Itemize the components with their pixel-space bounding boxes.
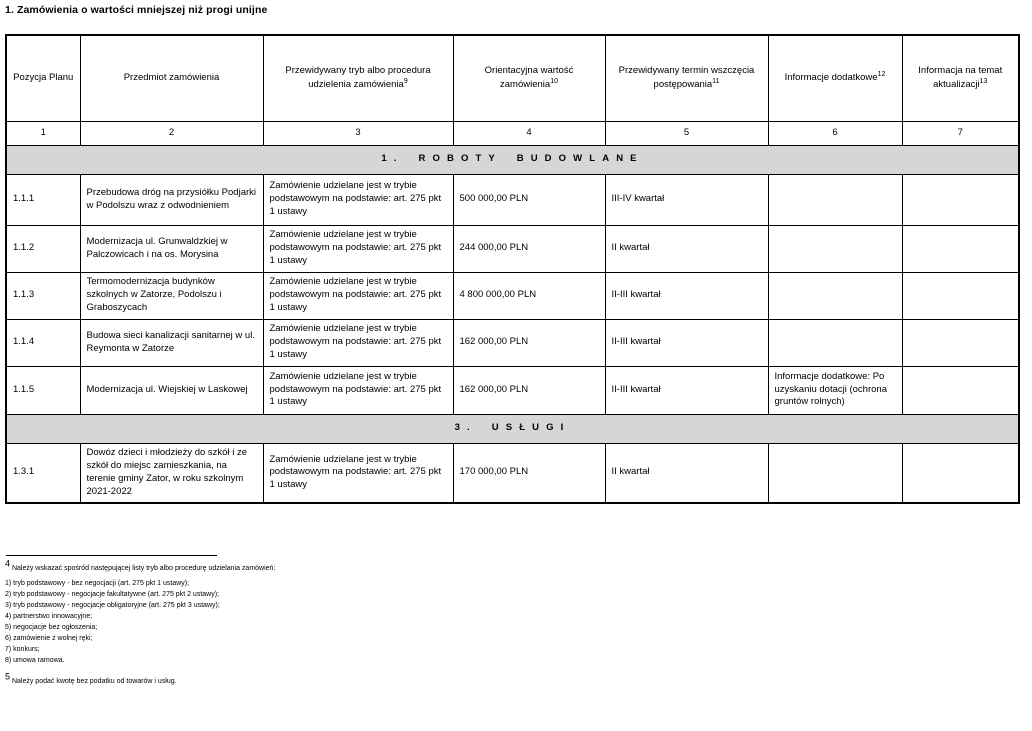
col-header-tryb (263, 35, 453, 121)
cell-informacje (768, 443, 902, 503)
footnote-ref: 10 (550, 78, 558, 86)
footnote-4-item: 6) zamówienie z wolnej ręki; (5, 635, 93, 642)
col-header-label: Informacja na temat aktualizacji (918, 64, 1003, 91)
cell-tryb: Zamówienie udzielane jest w trybie podstawowym na podstawie: art. 275 pkt 1 ustawy (263, 225, 453, 272)
table-row (6, 366, 1019, 414)
table-row (6, 443, 1019, 503)
section-header-roboty-budowlane (6, 145, 1019, 174)
cell-informacje (768, 225, 902, 272)
footnote-4-item: 2) tryb podstawowy - negocjacje fakultatywne (art. 275 pkt 2 ustawy); (5, 591, 219, 598)
col-header-termin (605, 35, 768, 121)
col-header-pozycja-planu (6, 35, 80, 121)
col-header-aktualizacja (902, 35, 1019, 121)
cell-tryb: Zamówienie udzielane jest w trybie podstawowym na podstawie: art. 275 pkt 1 ustawy (263, 319, 453, 366)
cell-tryb: Zamówienie udzielane jest w trybie podstawowym na podstawie: art. 275 pkt 1 ustawy (263, 443, 453, 503)
cell-termin: III-IV kwartał (605, 174, 768, 225)
cell-termin: II-III kwartał (605, 272, 768, 319)
cell-wartosc: 170 000,00 PLN (453, 443, 605, 503)
column-number: 5 (605, 121, 768, 145)
col-header-label: Orientacyjna wartość zamówienia (484, 64, 574, 91)
footnote-4-list (5, 578, 1018, 666)
column-number-row (6, 121, 1019, 145)
cell-wartosc: 162 000,00 PLN (453, 366, 605, 414)
footnote-4-item: 3) tryb podstawowy - negocjacje obligatoryjne (art. 275 pkt 3 ustawy); (5, 602, 220, 609)
col-header-label: Informacje dodatkowe (784, 71, 878, 83)
cell-aktualizacja (902, 272, 1019, 319)
cell-informacje (768, 272, 902, 319)
col-header-informacje (768, 35, 902, 121)
footnote-4-item: 4) partnerstwo innowacyjne; (5, 613, 93, 620)
cell-termin: II-III kwartał (605, 319, 768, 366)
cell-pozycja-planu: 1.1.3 (6, 272, 80, 319)
cell-przedmiot: Modernizacja ul. Grunwaldzkiej w Palczowicach i na os. Morysina (80, 225, 263, 272)
cell-tryb: Zamówienie udzielane jest w trybie podstawowym na podstawie: art. 275 pkt 1 ustawy (263, 366, 453, 414)
cell-informacje (768, 174, 902, 225)
cell-informacje (768, 319, 902, 366)
table-row (6, 319, 1019, 366)
footnote-5-text: Należy podać kwotę bez podatku od towarów i usług. (11, 678, 177, 685)
footnote-ref: 9 (403, 78, 408, 86)
cell-przedmiot: Przebudowa dróg na przysiółku Podjarki w Podolszu wraz z odwodnieniem (80, 174, 263, 225)
column-number: 3 (263, 121, 453, 145)
cell-pozycja-planu: 1.1.4 (6, 319, 80, 366)
footnote-4-mark: 4 (5, 558, 11, 569)
cell-tryb: Zamówienie udzielane jest w trybie podstawowym na podstawie: art. 275 pkt 1 ustawy (263, 174, 453, 225)
column-number: 1 (6, 121, 80, 145)
column-number: 4 (453, 121, 605, 145)
section-header-label: 1. ROBOTY BUDOWLANE (6, 145, 1019, 174)
cell-pozycja-planu: 1.1.5 (6, 366, 80, 414)
cell-tryb: Zamówienie udzielane jest w trybie podstawowym na podstawie: art. 275 pkt 1 ustawy (263, 272, 453, 319)
cell-aktualizacja (902, 443, 1019, 503)
section-header-uslugi (6, 414, 1019, 443)
cell-aktualizacja (902, 366, 1019, 414)
footnote-5 (5, 671, 1018, 687)
table-row (6, 225, 1019, 272)
column-number: 2 (80, 121, 263, 145)
col-header-label: Przewidywany tryb albo procedura udzielenia zamówienia (285, 64, 431, 91)
table-row (6, 174, 1019, 225)
table-row (6, 272, 1019, 319)
col-header-label: Przedmiot zamówienia (123, 71, 220, 83)
cell-wartosc: 162 000,00 PLN (453, 319, 605, 366)
footnote-ref: 13 (979, 78, 988, 86)
footnote-ref: 12 (877, 70, 886, 78)
table-header-row (6, 35, 1019, 121)
footnote-divider (6, 555, 217, 556)
col-header-label: Pozycja Planu (13, 71, 74, 83)
col-header-przedmiot (80, 35, 263, 121)
cell-pozycja-planu: 1.1.1 (6, 174, 80, 225)
cell-informacje: Informacje dodatkowe: Po uzyskaniu dotacji (ochrona gruntów rolnych) (768, 366, 902, 414)
footnote-4-item: 5) negocjacje bez ogłoszenia; (5, 624, 98, 631)
cell-termin: II-III kwartał (605, 366, 768, 414)
footnote-5-mark: 5 (5, 671, 11, 682)
footnote-ref: 11 (712, 78, 720, 86)
cell-przedmiot: Budowa sieci kanalizacji sanitarnej w ul. Reymonta w Zatorze (80, 319, 263, 366)
cell-termin: II kwartał (605, 443, 768, 503)
cell-termin: II kwartał (605, 225, 768, 272)
cell-przedmiot: Termomodernizacja budynków szkolnych w Zatorze, Podolszu i Graboszycach (80, 272, 263, 319)
cell-wartosc: 500 000,00 PLN (453, 174, 605, 225)
col-header-wartosc (453, 35, 605, 121)
procurement-plan-table (5, 34, 1020, 504)
cell-pozycja-planu: 1.3.1 (6, 443, 80, 503)
footnote-4-item: 8) umowa ramowa. (5, 657, 65, 664)
cell-wartosc: 4 800 000,00 PLN (453, 272, 605, 319)
section-header-label: 3. USŁUGI (6, 414, 1019, 443)
cell-wartosc: 244 000,00 PLN (453, 225, 605, 272)
cell-przedmiot: Dowóz dzieci i młodzieży do szkół i ze szkół do miejsc zamieszkania, na terenie gminy Zator, w roku szkolnym 2021-2022 (80, 443, 263, 503)
cell-aktualizacja (902, 174, 1019, 225)
cell-przedmiot: Modernizacja ul. Wiejskiej w Laskowej (80, 366, 263, 414)
footnotes (5, 555, 1018, 687)
footnote-4-item: 1) tryb podstawowy - bez negocjacji (art. 275 pkt 1 ustawy); (5, 580, 190, 587)
page-title: 1. Zamówienia o wartości mniejszej niż progi unijne (5, 4, 268, 16)
column-number: 7 (902, 121, 1019, 145)
col-header-label: Przewidywany termin wszczęcia postępowania (618, 64, 755, 91)
footnote-4-item: 7) konkurs; (5, 646, 40, 653)
footnote-4-text: Należy wskazać spośród następującej listy tryb albo procedurę udzielania zamówień: (11, 565, 276, 572)
cell-pozycja-planu: 1.1.2 (6, 225, 80, 272)
cell-aktualizacja (902, 225, 1019, 272)
cell-aktualizacja (902, 319, 1019, 366)
footnote-4 (5, 558, 1018, 574)
column-number: 6 (768, 121, 902, 145)
